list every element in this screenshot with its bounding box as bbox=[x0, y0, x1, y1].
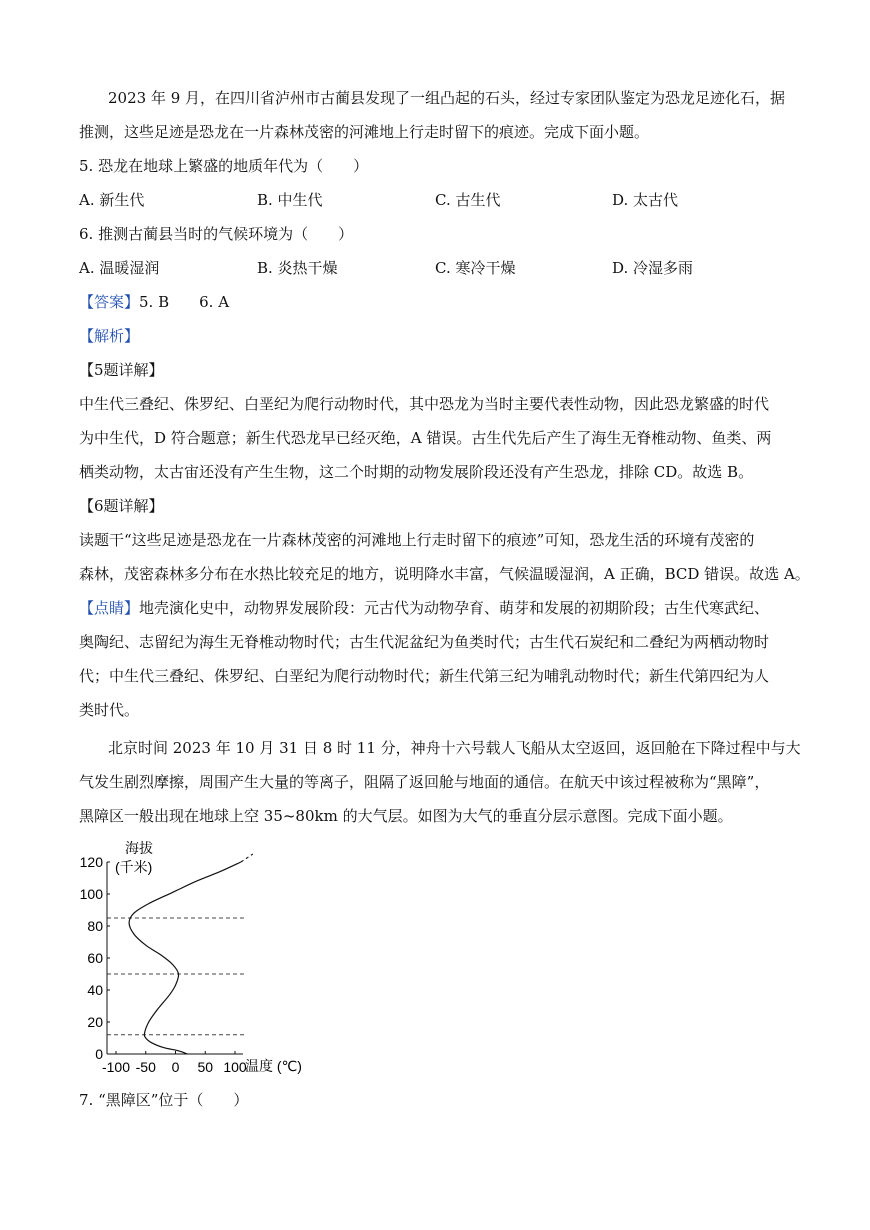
q5-option-c: C. 古生代 bbox=[435, 191, 501, 209]
q5-detail-line: 中生代三叠纪、侏罗纪、白垩纪为爬行动物时代，其中恐龙为当时主要代表性动物，因此恐龙繁盛的时代 bbox=[79, 395, 770, 413]
x-ticks bbox=[102, 1051, 247, 1075]
y-axis-label-line2: (千米) bbox=[115, 859, 153, 875]
q5-option-b: B. 中生代 bbox=[257, 191, 323, 209]
y-tick-label: 100 bbox=[79, 886, 103, 902]
atmosphere-temperature-chart bbox=[75, 838, 335, 1083]
x-tick-label: 100 bbox=[223, 1059, 247, 1075]
q6-detail-line: 读题干“这些足迹是恐龙在一片森林茂密的河滩地上行走时留下的痕迹”可知，恐龙生活的环境有茂密的 bbox=[79, 531, 755, 549]
passage2-line1: 北京时间 2023 年 10 月 31 日 8 时 11 分，神舟十六号载人飞船从太空返回，返回舱在下降过程中与大 bbox=[108, 739, 801, 757]
q6-detail-label: 【6题详解】 bbox=[79, 497, 164, 515]
q6-stem: 6. 推测古蔺县当时的气候环境为（ ） bbox=[79, 225, 354, 243]
q6-option-a: A. 温暖湿润 bbox=[79, 259, 160, 277]
q5-detail-line: 为中生代，D 符合题意；新生代恐龙早已经灭绝，A 错误。古生代先后产生了海生无脊椎动物、鱼类、两 bbox=[79, 429, 772, 447]
q6-option-c: C. 寒冷干燥 bbox=[435, 259, 516, 277]
x-axis-label: 温度 (℃) bbox=[245, 1058, 302, 1074]
q6-detail-line: 森林，茂密森林多分布在水热比较充足的地方，说明降水丰富，气候温暖湿润，A 正确，BCD 错误。故选 A。 bbox=[79, 565, 810, 583]
q5-detail-label: 【5题详解】 bbox=[79, 361, 164, 379]
q5-option-a: A. 新生代 bbox=[79, 191, 145, 209]
y-axis-label-line1: 海拔 bbox=[125, 840, 153, 856]
answer-line bbox=[79, 292, 229, 312]
highlight-line: 奥陶纪、志留纪为海生无脊椎动物时代；古生代泥盆纪为鱼类时代；古生代石炭纪和二叠纪为两栖动物时 bbox=[79, 633, 770, 651]
y-tick-label: 20 bbox=[87, 1014, 103, 1030]
highlight-label: 【点睛】 bbox=[79, 599, 140, 617]
y-tick-label: 0 bbox=[95, 1046, 103, 1062]
q5-option-d: D. 太古代 bbox=[612, 191, 679, 209]
q6-option-d: D. 冷湿多雨 bbox=[612, 259, 694, 277]
answer-label: 【答案】 bbox=[79, 293, 140, 311]
temperature-curve bbox=[129, 862, 241, 1054]
passage1-line1: 2023 年 9 月，在四川省泸州市古蔺县发现了一组凸起的石头，经过专家团队鉴定为恐龙足迹化石，据 bbox=[108, 89, 786, 107]
q6-option-b: B. 炎热干燥 bbox=[257, 259, 338, 277]
x-tick-label: -100 bbox=[101, 1059, 131, 1075]
q5-stem: 5. 恐龙在地球上繁盛的地质年代为（ ） bbox=[79, 157, 369, 175]
answer-text: 5. B 6. A bbox=[139, 293, 230, 311]
y-ticks bbox=[80, 854, 110, 1062]
highlight-line: 代；中生代三叠纪、侏罗纪、白垩纪为爬行动物时代；新生代第三纪为哺乳动物时代；新生代第四纪为人 bbox=[79, 667, 770, 685]
analysis-label: 【解析】 bbox=[79, 327, 140, 345]
x-tick-label: 0 bbox=[171, 1059, 180, 1075]
q7-stem: 7. “黑障区”位于（ ） bbox=[79, 1091, 249, 1109]
highlight-line: 类时代。 bbox=[79, 701, 140, 719]
passage2-line3: 黑障区一般出现在地球上空 35~80km 的大气层。如图为大气的垂直分层示意图。完成下面小题。 bbox=[79, 807, 733, 825]
y-tick-label: 80 bbox=[87, 918, 103, 934]
highlight-line1 bbox=[79, 598, 769, 618]
passage2-line2: 气发生剧烈摩擦，周围产生大量的等离子，阻隔了返回舱与地面的通信。在航天中该过程被称为“黑障”， bbox=[79, 773, 770, 791]
y-axis-label bbox=[115, 840, 153, 875]
y-tick-label: 60 bbox=[87, 950, 103, 966]
layer-boundaries bbox=[107, 918, 247, 1035]
passage1-line2: 推测，这些足迹是恐龙在一片森林茂密的河滩地上行走时留下的痕迹。完成下面小题。 bbox=[79, 123, 650, 141]
x-tick-label: 50 bbox=[197, 1059, 214, 1075]
temperature-curve-extension bbox=[241, 854, 253, 862]
x-tick-label: -50 bbox=[135, 1059, 156, 1075]
y-tick-label: 120 bbox=[79, 854, 103, 870]
highlight-text: 地壳演化史中，动物界发展阶段：元古代为动物孕育、萌芽和发展的初期阶段；古生代寒武纪、 bbox=[139, 599, 770, 617]
q5-detail-line: 栖类动物，太古宙还没有产生生物，这二个时期的动物发展阶段还没有产生恐龙，排除 CD。故选 B。 bbox=[79, 463, 754, 481]
y-tick-label: 40 bbox=[87, 982, 103, 998]
